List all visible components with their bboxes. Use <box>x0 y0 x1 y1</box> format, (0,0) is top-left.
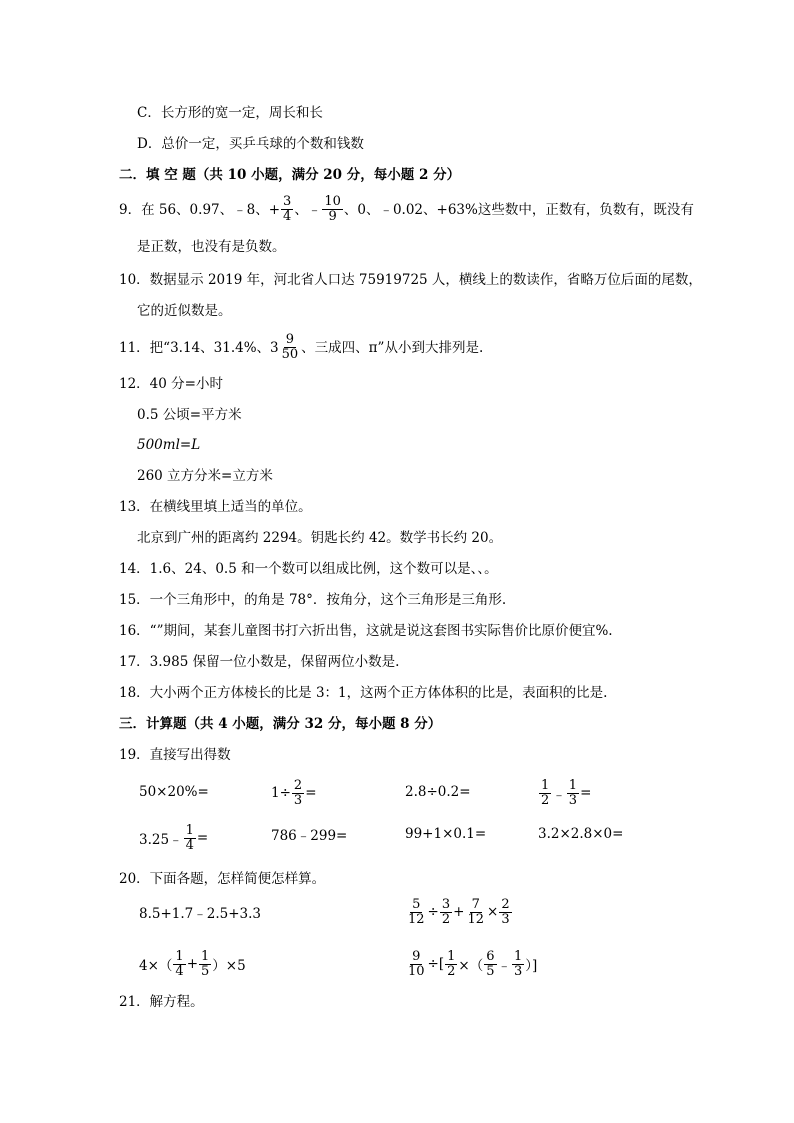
question-12-d: 260 立方分米=立方米 <box>137 468 273 484</box>
question-12-b: 0.5 公顷=平方米 <box>137 407 242 423</box>
question-13-b: 北京到广州的距离约 2294。钥匙长约 42。数学书长约 20。 <box>137 530 503 546</box>
fraction: $\frac{1}{3}$ <box>514 948 523 979</box>
calc-r1c3: 2.8÷0.2= <box>405 784 471 800</box>
calc-r1c4: $\frac{1}{2}$ ﹣ $\frac{1}{3}$ = <box>541 777 592 808</box>
calc-r1c1: 50×20%= <box>139 784 209 800</box>
question-13: 13．在横线里填上适当的单位。 <box>119 499 312 515</box>
calc-r2c2: 786﹣299= <box>271 828 348 844</box>
fraction: $\frac{6}{5}$ <box>486 948 495 979</box>
fraction: $\frac{1}{4}$ <box>175 948 184 979</box>
fraction: $\frac{1}{5}$ <box>201 948 210 979</box>
calc-r2c4: 3.2×2.8×0= <box>538 826 624 842</box>
question-9-line2: 是正数，也没有是负数。 <box>137 239 286 255</box>
fraction: $\frac{3}{2}$ <box>441 896 451 927</box>
section-3-title: 三．计算题（共 4 小题，满分 32 分，每小题 8 分） <box>119 716 442 732</box>
expr-4: $\frac{9}{10}$ ÷[ $\frac{1}{2}$ ×（ $\frac{6}{5}$ ﹣ $\frac{1}{3}$ ）] <box>408 948 538 979</box>
fraction: $\frac{5}{12}$ <box>408 896 425 927</box>
fraction: $\frac{1}{2}$ <box>541 777 550 808</box>
expr-3: 4×（ $\frac{1}{4}$ + $\frac{1}{5}$ ）×5 <box>139 948 246 979</box>
question-10: 10．数据显示 2019 年，河北省人口达 75919725 人，横线上的数读作，省略万位后面的尾数， <box>119 272 702 288</box>
section-2-title: 二．填 空 题（共 10 小题，满分 20 分，每小题 2 分） <box>119 167 461 183</box>
question-15: 15．一个三角形中，的角是 78°．按角分，这个三角形是三角形. <box>119 592 507 608</box>
fraction: $\frac{9}{10}$ <box>408 948 425 979</box>
question-19: 19．直接写出得数 <box>119 747 231 763</box>
question-14: 14．1.6、24、0.5 和一个数可以组成比例，这个数可以是、、。 <box>119 561 498 577</box>
question-12: 12．40 分=小时 <box>119 376 223 392</box>
option-c: C．长方形的宽一定，周长和长 <box>137 105 323 121</box>
expr-1: 8.5+1.7﹣2.5+3.3 <box>139 906 262 922</box>
calc-r2c3: 99+1×0.1= <box>405 826 487 842</box>
question-9: 9．在 56、0.97、﹣8、+ $\frac{3}{4}$ 、﹣ $\frac{10}{9}$ 、0、﹣0.02、+63%这些数中，正数有，负数有，既没有 <box>119 194 694 224</box>
fraction: $\frac{1}{3}$ <box>568 777 578 808</box>
expr-2: $\frac{5}{12}$ ÷ $\frac{3}{2}$ + $\frac{7}{12}$ × $\frac{2}{3}$ <box>408 896 510 927</box>
question-10-line2: 它的近似数是。 <box>137 303 232 319</box>
question-16: 16．“”期间，某套儿童图书打六折出售，这就是说这套图书实际售价比原价便宜%. <box>119 623 613 639</box>
question-21: 21．解方程。 <box>119 994 204 1010</box>
fraction: $\frac{3}{4}$ <box>283 194 292 224</box>
question-18: 18．大小两个正方体棱长的比是 3：1，这两个正方体体积的比是，表面积的比是. <box>119 685 608 701</box>
question-11: 11．把“3.14、31.4%、3 $\frac{9}{50}$ 、三成四、π”从小到大排列是. <box>119 332 484 362</box>
fraction: $\frac{1}{2}$ <box>447 948 456 979</box>
fraction: $\frac{2}{3}$ <box>501 896 510 927</box>
question-12-c: 500ml=L <box>137 437 201 453</box>
question-17: 17．3.985 保留一位小数是，保留两位小数是. <box>119 654 400 670</box>
fraction: $\frac{10}{9}$ <box>324 194 341 224</box>
fraction: $\frac{1}{4}$ <box>185 822 194 853</box>
fraction: $\frac{9}{50}$ <box>281 332 299 362</box>
fraction: $\frac{2}{3}$ <box>293 777 303 808</box>
calc-r2c1: 3.25﹣ $\frac{1}{4}$ = <box>139 822 209 853</box>
calc-r1c2: 1÷ $\frac{2}{3}$ = <box>271 777 317 808</box>
question-20: 20．下面各题，怎样简便怎样算。 <box>119 871 326 887</box>
option-d: D．总价一定，买乒乓球的个数和钱数 <box>137 136 364 152</box>
fraction: $\frac{7}{12}$ <box>467 896 484 927</box>
